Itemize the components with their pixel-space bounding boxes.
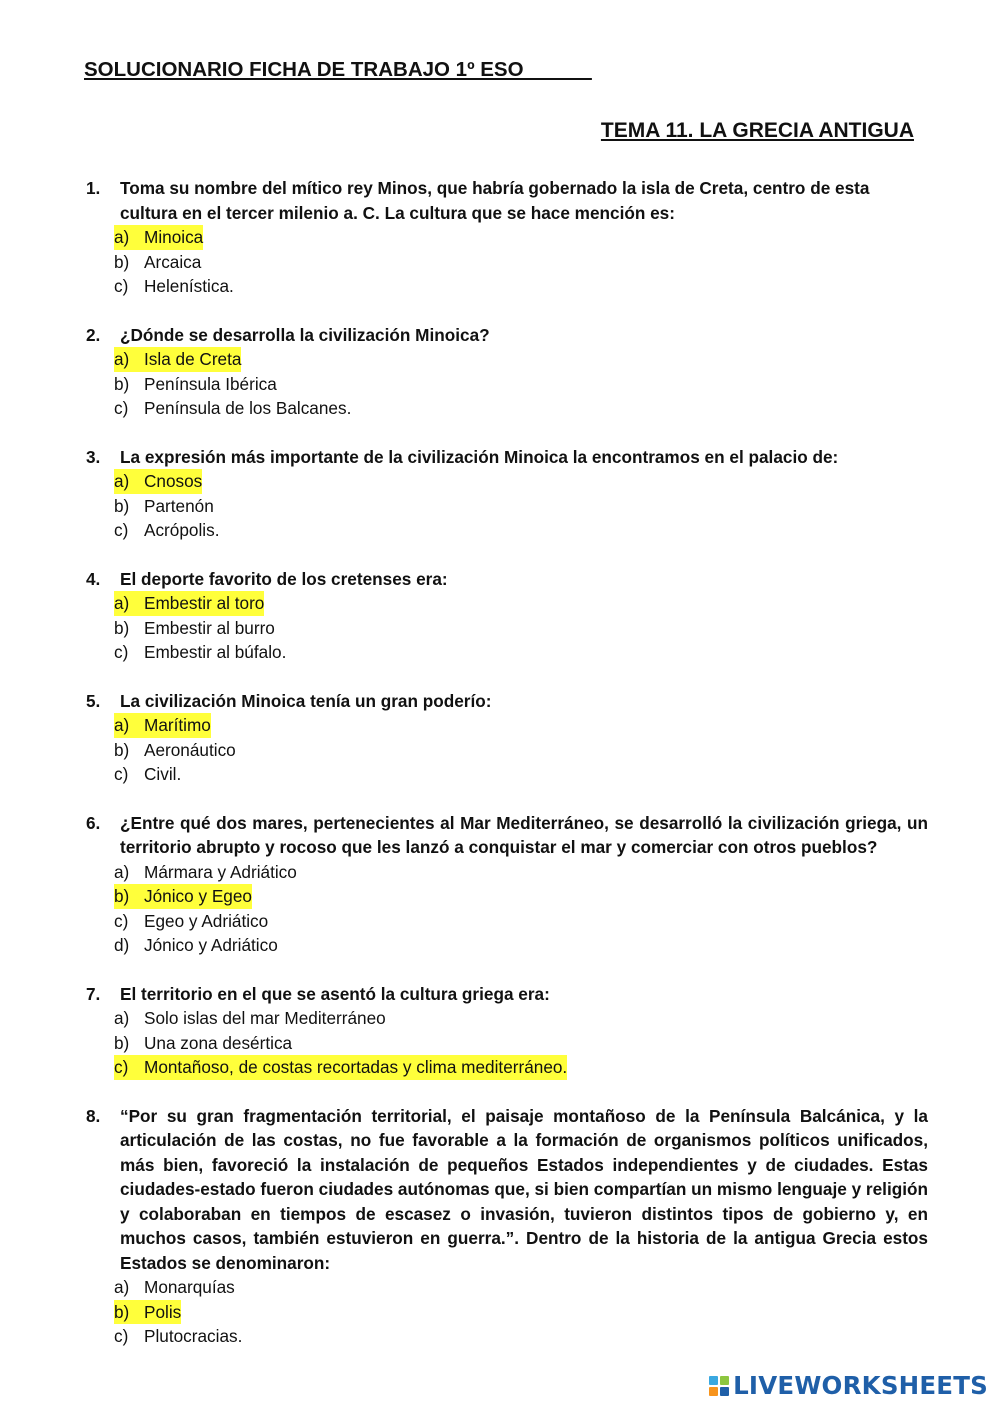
option-letter: c) bbox=[114, 910, 129, 931]
option-letter: b) bbox=[114, 1301, 130, 1322]
question-text: ¿Dónde se desarrolla la civilización Minoica? bbox=[120, 324, 490, 345]
option-c[interactable] bbox=[114, 762, 928, 787]
option-letter: d) bbox=[114, 935, 130, 955]
question-number: 8. bbox=[86, 1105, 101, 1126]
question-number: 2. bbox=[86, 324, 101, 345]
option-text: Partenón bbox=[144, 495, 214, 516]
question-text: “Por su gran fragmentación territorial, el paisaje montañoso de la Península Balcánica, y la articulación de las costas, no fue favorable a la formación de organismos políticos unificados, más bien, favoreció la instalación de pequeños Estados independientes y de ciudades. Estas ciudades-estado fueron ciudades autónomas que, si bien compartían un mismo lenguaje y religión y colaboraban en tiempos de escasez o invasión, tuvieron distintos tipos de gobierno y, en muchos casos, también estuvieron en guerra.”. Dentro de la historia de la antigua Grecia estos Estados se denominaron: bbox=[120, 1105, 928, 1273]
option-c[interactable] bbox=[114, 1055, 928, 1080]
question-5 bbox=[86, 689, 928, 787]
question-text: El deporte favorito de los cretenses era: bbox=[120, 568, 448, 589]
question-number: 7. bbox=[86, 983, 101, 1004]
document-title: SOLUCIONARIO FICHA DE TRABAJO 1º ESO bbox=[84, 58, 592, 81]
liveworksheets-logo bbox=[709, 1371, 988, 1400]
question-7 bbox=[86, 982, 928, 1080]
question-number: 1. bbox=[86, 178, 101, 198]
option-letter: a) bbox=[114, 715, 130, 735]
option-c[interactable] bbox=[114, 1324, 928, 1349]
option-letter: b) bbox=[114, 739, 130, 760]
option-letter: c) bbox=[114, 1326, 129, 1346]
question-1 bbox=[86, 176, 928, 299]
option-text: Embestir al burro bbox=[144, 617, 275, 638]
option-letter: b) bbox=[114, 617, 130, 638]
option-b[interactable] bbox=[114, 884, 928, 909]
question-number: 4. bbox=[86, 568, 101, 589]
question-list bbox=[86, 176, 928, 1373]
correct-answer-highlight bbox=[114, 713, 211, 738]
option-b[interactable] bbox=[114, 1031, 928, 1056]
option-letter: b) bbox=[114, 373, 130, 394]
correct-answer-highlight bbox=[114, 469, 202, 494]
option-text: Una zona desértica bbox=[144, 1032, 293, 1053]
option-text: Embestir al búfalo. bbox=[144, 642, 287, 662]
question-number: 5. bbox=[86, 690, 101, 711]
correct-answer-highlight bbox=[114, 1300, 181, 1325]
option-text: Egeo y Adriático bbox=[144, 910, 269, 931]
option-c[interactable] bbox=[114, 640, 928, 665]
option-letter: a) bbox=[114, 593, 130, 613]
option-text: Arcaica bbox=[144, 251, 202, 272]
option-text: Minoica bbox=[144, 227, 204, 247]
option-b[interactable] bbox=[114, 1300, 928, 1325]
question-6 bbox=[86, 811, 928, 958]
option-letter: b) bbox=[114, 495, 130, 516]
option-a[interactable] bbox=[114, 1275, 928, 1300]
option-text: Polis bbox=[144, 1301, 182, 1322]
option-text: Cnosos bbox=[144, 471, 203, 491]
option-text: Civil. bbox=[144, 764, 182, 784]
option-text: Mármara y Adriático bbox=[144, 861, 297, 882]
correct-answer-highlight bbox=[114, 1055, 567, 1080]
question-text: ¿Entre qué dos mares, pertenecientes al Mar Mediterráneo, se desarrolló la civilización griega, un territorio abrupto y rocoso que les lanzó a conquistar el mar y comerciar con otros pueblos? bbox=[120, 812, 928, 857]
logo-mark-icon bbox=[709, 1376, 729, 1396]
option-text: Montañoso, de costas recortadas y clima mediterráneo. bbox=[144, 1057, 568, 1077]
option-text: Acrópolis. bbox=[144, 520, 220, 540]
question-8 bbox=[86, 1104, 928, 1349]
option-text: Aeronáutico bbox=[144, 739, 236, 760]
option-text: Marítimo bbox=[144, 715, 211, 735]
option-text: Monarquías bbox=[144, 1277, 235, 1297]
correct-answer-highlight bbox=[114, 347, 241, 372]
question-text: La civilización Minoica tenía un gran poderío: bbox=[120, 690, 492, 711]
question-number: 6. bbox=[86, 812, 101, 833]
option-c[interactable] bbox=[114, 396, 928, 421]
option-a[interactable] bbox=[114, 1006, 928, 1031]
option-text: Jónico y Adriático bbox=[144, 935, 278, 955]
option-letter: a) bbox=[114, 1277, 130, 1297]
option-a[interactable] bbox=[114, 347, 928, 372]
correct-answer-highlight bbox=[114, 591, 264, 616]
option-text: Solo islas del mar Mediterráneo bbox=[144, 1008, 386, 1028]
option-text: Plutocracias. bbox=[144, 1326, 243, 1346]
topic-title: TEMA 11. LA GRECIA ANTIGUA bbox=[600, 119, 914, 142]
option-text: Península Ibérica bbox=[144, 373, 277, 394]
option-text: Jónico y Egeo bbox=[144, 886, 252, 906]
option-a[interactable] bbox=[114, 469, 928, 494]
question-3 bbox=[86, 445, 928, 543]
option-a[interactable] bbox=[114, 225, 928, 250]
logo-text: LIVEWORKSHEETS bbox=[733, 1371, 988, 1400]
option-c[interactable] bbox=[114, 518, 928, 543]
option-letter: c) bbox=[114, 398, 129, 418]
option-a[interactable] bbox=[114, 591, 928, 616]
option-a[interactable] bbox=[114, 860, 928, 885]
question-2 bbox=[86, 323, 928, 421]
option-d[interactable] bbox=[114, 933, 928, 958]
option-letter: c) bbox=[114, 642, 129, 662]
option-letter: a) bbox=[114, 861, 130, 882]
question-text: La expresión más importante de la civilización Minoica la encontramos en el palacio de: bbox=[120, 446, 839, 467]
option-text: Isla de Creta bbox=[144, 349, 242, 369]
option-letter: b) bbox=[114, 886, 130, 906]
question-4 bbox=[86, 567, 928, 665]
question-number: 3. bbox=[86, 446, 101, 467]
option-letter: c) bbox=[114, 1057, 129, 1077]
option-b[interactable] bbox=[114, 494, 928, 519]
option-letter: c) bbox=[114, 276, 129, 296]
option-letter: a) bbox=[114, 349, 130, 369]
option-letter: b) bbox=[114, 1032, 130, 1053]
option-letter: c) bbox=[114, 520, 129, 540]
option-c[interactable] bbox=[114, 909, 928, 934]
option-letter: a) bbox=[114, 471, 130, 491]
option-a[interactable] bbox=[114, 713, 928, 738]
question-text: El territorio en el que se asentó la cultura griega era: bbox=[120, 983, 550, 1004]
option-text: Península de los Balcanes. bbox=[144, 398, 352, 418]
option-b[interactable] bbox=[114, 372, 928, 397]
option-b[interactable] bbox=[114, 250, 928, 275]
question-text: Toma su nombre del mítico rey Minos, que habría gobernado la isla de Creta, centro de esta cultura en el tercer milenio a. C. La cultura que se hace mención es: bbox=[120, 178, 870, 223]
option-letter: a) bbox=[114, 227, 130, 247]
option-b[interactable] bbox=[114, 616, 928, 641]
option-letter: b) bbox=[114, 251, 130, 272]
option-text: Embestir al toro bbox=[144, 593, 265, 613]
correct-answer-highlight bbox=[114, 884, 252, 909]
option-letter: c) bbox=[114, 764, 129, 784]
option-text: Helenística. bbox=[144, 276, 234, 296]
correct-answer-highlight bbox=[114, 225, 203, 250]
option-letter: a) bbox=[114, 1008, 130, 1028]
option-b[interactable] bbox=[114, 738, 928, 763]
option-c[interactable] bbox=[114, 274, 928, 299]
